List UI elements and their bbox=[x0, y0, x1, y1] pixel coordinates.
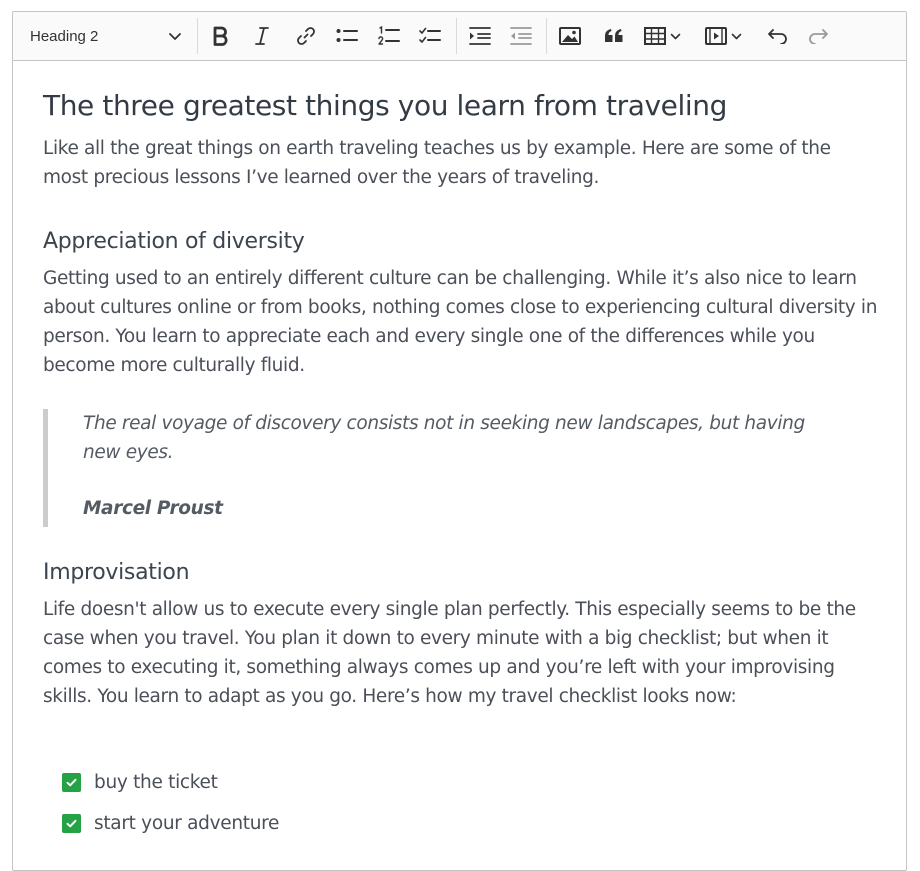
bold-button[interactable] bbox=[204, 12, 238, 60]
numbered-list-icon bbox=[378, 25, 400, 47]
heading-dropdown[interactable] bbox=[14, 12, 194, 60]
numbered-list-button[interactable] bbox=[372, 12, 406, 60]
checkmark-icon bbox=[65, 776, 78, 789]
todo-list-icon bbox=[419, 27, 441, 45]
paragraph-improvisation: Life doesn't allow us to execute every single plan perfectly. This especially seems to be the case when you travel. You plan it down to every minute with a big checklist; but when it comes to executing it, something always comes up and you’re left with your improvising skills. You learn to adapt as you go. Here’s how my travel checklist looks now: bbox=[43, 599, 856, 707]
italic-button[interactable] bbox=[245, 12, 279, 60]
rich-text-editor bbox=[12, 11, 907, 871]
section-heading-improvisation: Improvisation bbox=[43, 560, 190, 585]
todo-item bbox=[62, 772, 218, 793]
quote-text: The real voyage of discovery consists not in seeking new landscapes, but having new eyes. bbox=[83, 413, 805, 463]
redo-button[interactable] bbox=[801, 12, 835, 60]
indent-button[interactable] bbox=[463, 12, 497, 60]
checkmark-icon bbox=[65, 817, 78, 830]
bold-icon bbox=[212, 26, 230, 46]
block-quote-button[interactable] bbox=[597, 12, 631, 60]
todo-item bbox=[62, 813, 279, 834]
document-title: The three greatest things you learn from traveling bbox=[43, 89, 727, 122]
chevron-down-icon bbox=[168, 29, 182, 43]
redo-icon bbox=[807, 28, 829, 44]
chevron-down-icon bbox=[731, 31, 742, 42]
todo-list-button[interactable] bbox=[413, 12, 447, 60]
insert-image-button[interactable] bbox=[553, 12, 587, 60]
undo-button[interactable] bbox=[761, 12, 795, 60]
chevron-down-icon bbox=[670, 31, 681, 42]
outdent-button[interactable] bbox=[504, 12, 538, 60]
editor-toolbar bbox=[13, 12, 906, 61]
italic-icon bbox=[253, 26, 271, 46]
checkbox-checked[interactable] bbox=[62, 814, 81, 833]
insert-media-button[interactable] bbox=[699, 12, 747, 60]
bulleted-list-icon bbox=[336, 27, 358, 45]
block-quote bbox=[43, 409, 848, 527]
quote-author: Marcel Proust bbox=[83, 498, 223, 519]
image-icon bbox=[559, 26, 581, 46]
toolbar-separator bbox=[546, 18, 547, 54]
todo-label: start your adventure bbox=[94, 813, 280, 834]
checkbox-checked[interactable] bbox=[62, 773, 81, 792]
paragraph-diversity: Getting used to an entirely different culture can be challenging. While it’s also nice to learn about cultures online or from books, nothing comes close to experiencing cultural diversity in person. You learn to appreciate each and every single one of the differences while you become more culturally fluid. bbox=[43, 268, 878, 376]
section-heading-diversity: Appreciation of diversity bbox=[43, 229, 305, 254]
quote-icon bbox=[604, 28, 624, 44]
link-icon bbox=[296, 26, 316, 46]
bulleted-list-button[interactable] bbox=[330, 12, 364, 60]
insert-table-button[interactable] bbox=[638, 12, 686, 60]
toolbar-separator bbox=[456, 18, 457, 54]
heading-dropdown-value: Heading 2 bbox=[30, 27, 99, 45]
link-button[interactable] bbox=[289, 12, 323, 60]
indent-icon bbox=[469, 27, 491, 45]
undo-icon bbox=[767, 28, 789, 44]
media-icon bbox=[705, 26, 727, 46]
outdent-icon bbox=[510, 27, 532, 45]
table-icon bbox=[644, 26, 666, 46]
todo-label: buy the ticket bbox=[94, 772, 218, 793]
toolbar-separator bbox=[197, 18, 198, 54]
intro-paragraph: Like all the great things on earth traveling teaches us by example. Here are some of the most precious lessons I’ve learned over the years of traveling. bbox=[43, 138, 831, 188]
